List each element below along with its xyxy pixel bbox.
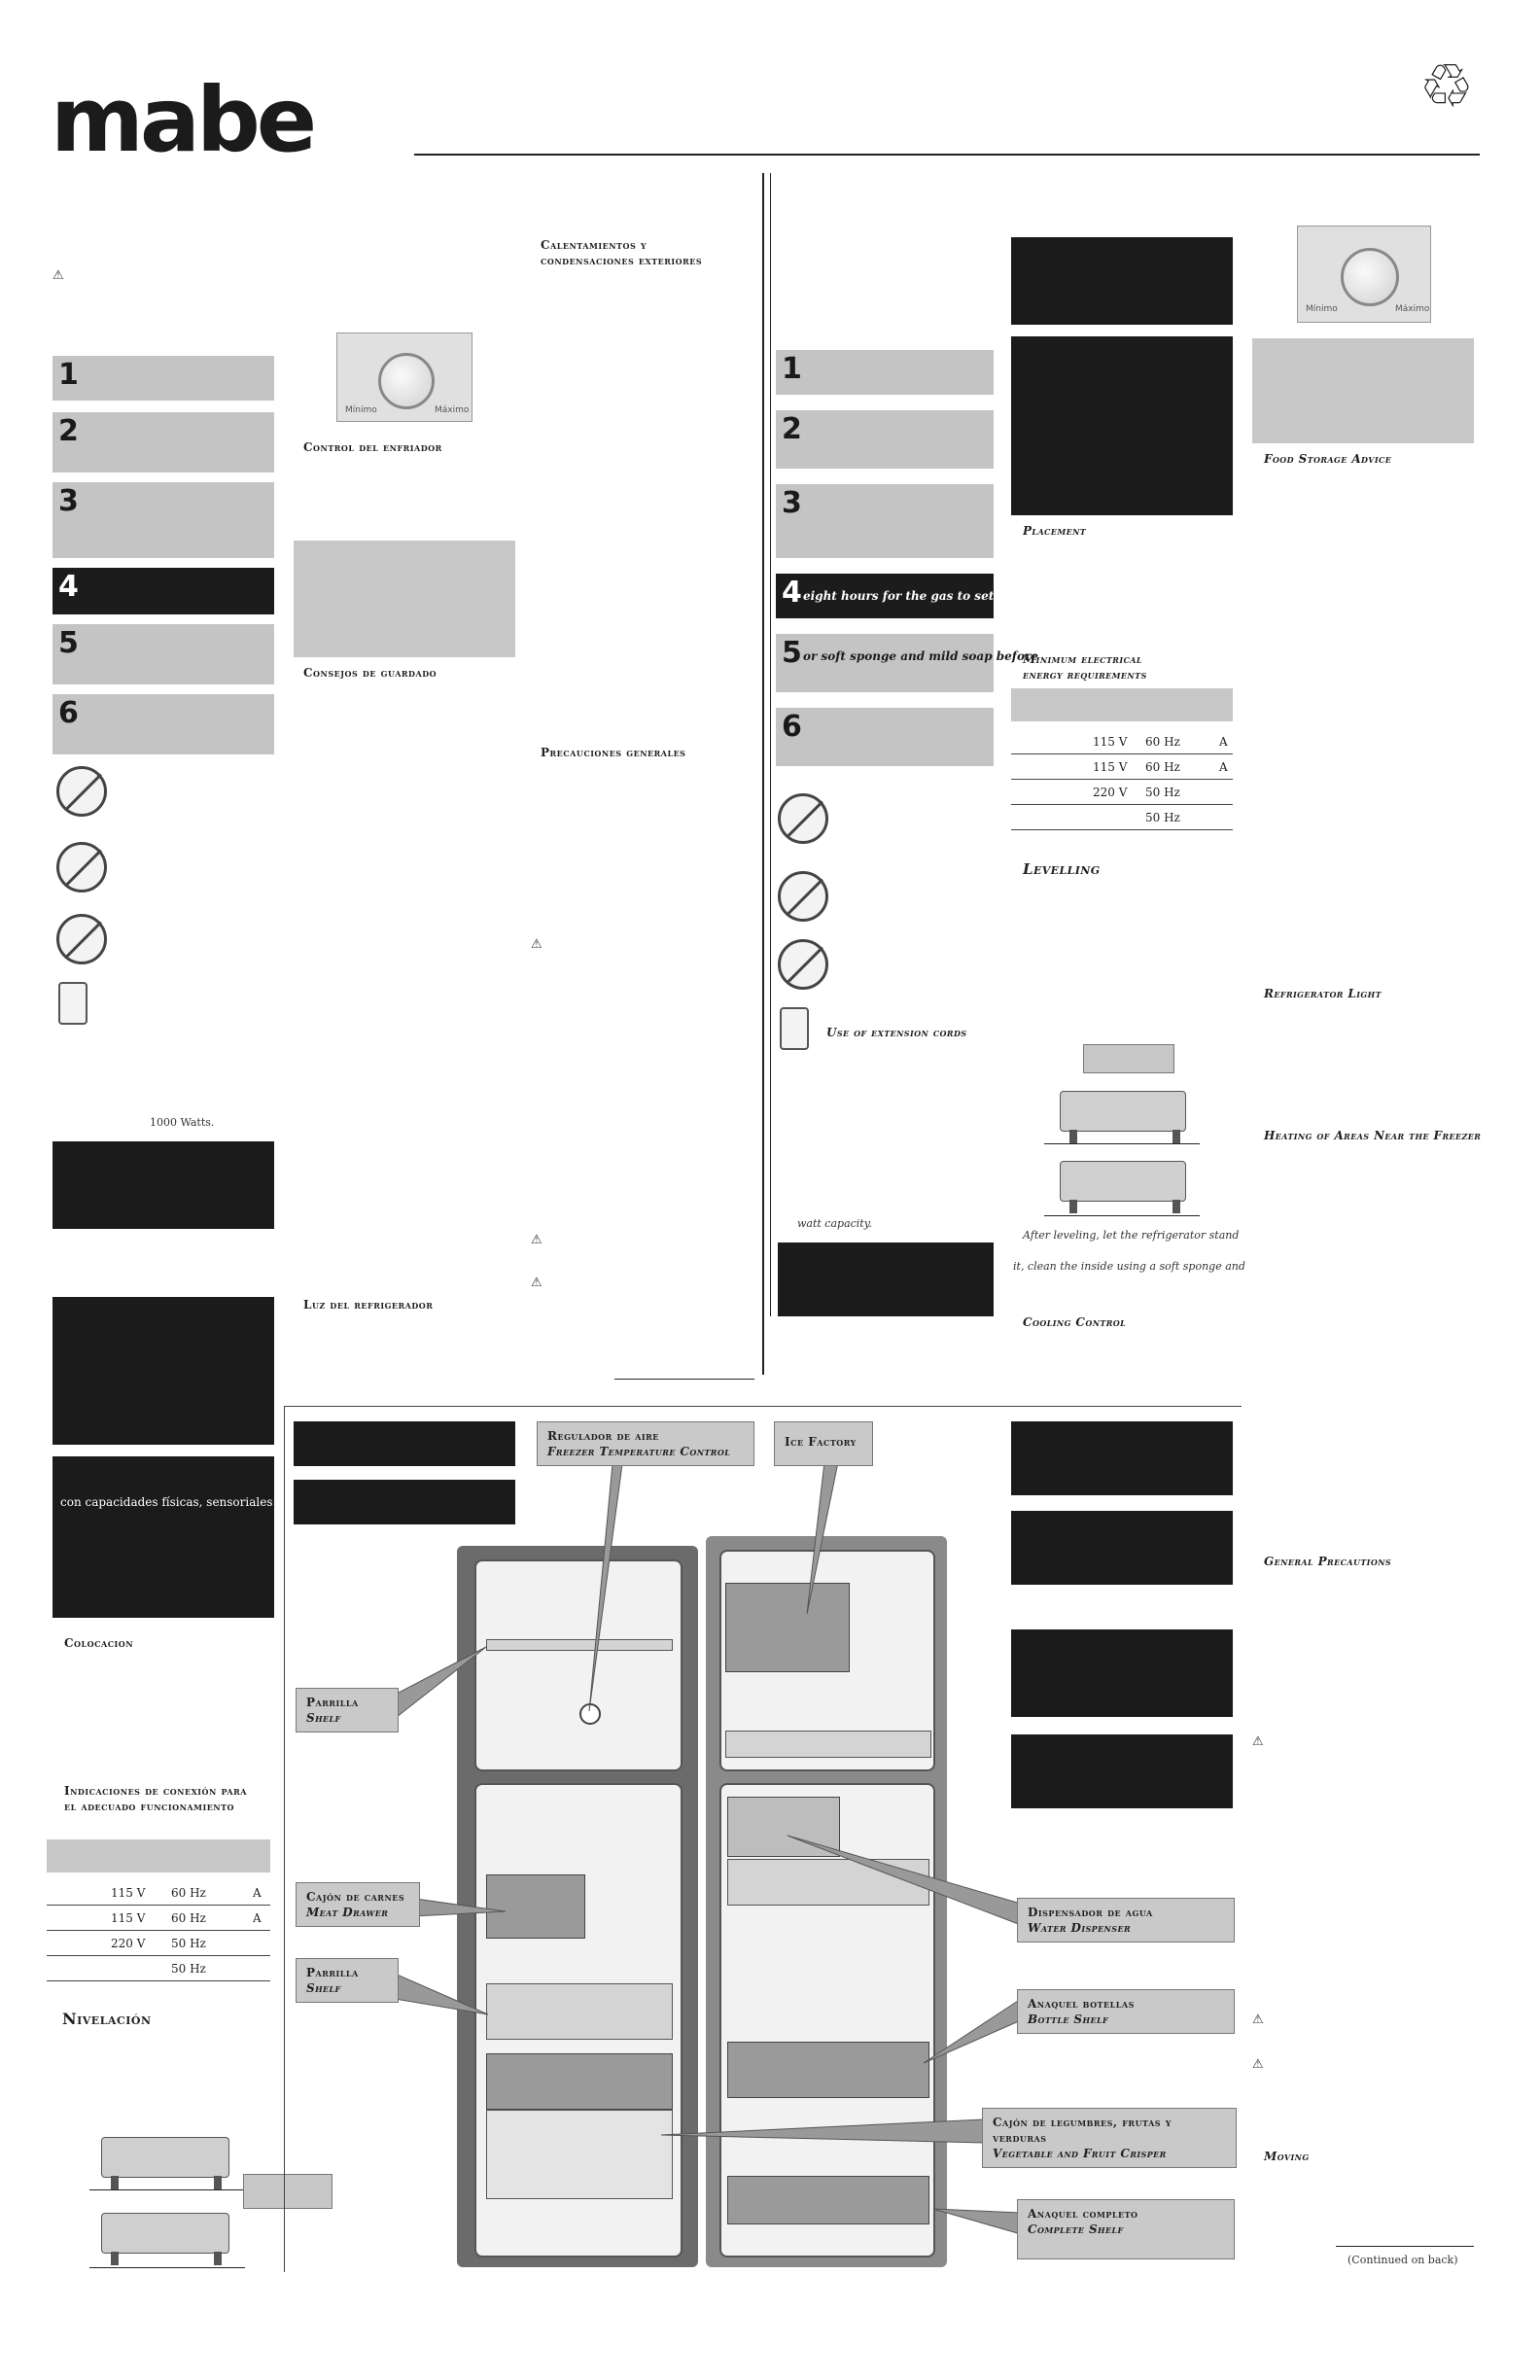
brand-logo: mabe [51, 68, 314, 172]
table-cell: 115 V [1089, 729, 1141, 754]
table-cell: 60 Hz [1141, 754, 1215, 780]
callout-label-es: Dispensador de agua [1028, 1906, 1153, 1919]
callout-shelf-freezer [296, 1688, 399, 1732]
table-cell: 115 V [107, 1880, 167, 1906]
recycle-icon: ♲ [1419, 51, 1474, 122]
table-cell: A [1215, 754, 1233, 780]
callout-water-dispenser [1017, 1898, 1235, 1942]
heading-consejos: Consejos de guardado [303, 666, 438, 680]
step-number: 5 [782, 636, 802, 670]
callout-freezer-temp-control [537, 1421, 754, 1466]
heading-calentamientos-line1: Calentamientos y [541, 238, 648, 252]
step-number: 1 [58, 358, 79, 392]
table-cell: 60 Hz [167, 1880, 249, 1906]
table-cell: 115 V [107, 1906, 167, 1931]
heading-cooling-control: Cooling Control [1023, 1315, 1127, 1329]
heading-moving: Moving [1264, 2150, 1310, 2163]
dial-min-label: Mínimo [345, 405, 377, 415]
heading-extension-cords: Use of extension cords [826, 1026, 967, 1039]
warning-icon: ⚠ [531, 937, 542, 952]
step-text: eight hours for the gas to settle. [803, 589, 1016, 603]
table-cell: 60 Hz [167, 1906, 249, 1931]
callout-label-en: Ice Factory [785, 1435, 857, 1449]
table-cell: 60 Hz [1141, 729, 1215, 754]
heading-heating: Heating of Areas Near the Freezer [1264, 1129, 1482, 1142]
watt-capacity-text: watt capacity. [797, 1217, 872, 1230]
step-number: 3 [782, 486, 802, 520]
table-cell: 115 V [1089, 754, 1141, 780]
callout-label-en: Complete Shelf [1028, 2222, 1124, 2237]
capacidades-text: con capacidades físicas, sensoriales o [60, 1495, 284, 1509]
step-text: or soft sponge and mild soap before [803, 649, 1038, 663]
table-cell: A [249, 1880, 270, 1906]
step-number: 3 [58, 484, 79, 518]
heading-min-electrical-line1: Minimum electrical [1023, 652, 1142, 666]
heading-nivelacion: Nivelación [62, 2010, 152, 2028]
heading-control-enfriador: Control del enfriador [303, 440, 442, 454]
warning-icon: ⚠ [1252, 1734, 1264, 1749]
callout-ice-factory [774, 1421, 873, 1466]
after-leveling-text: After leveling, let the refrigerator stand [1023, 1229, 1240, 1242]
dial-min-label: Mínimo [1306, 304, 1338, 314]
callout-label-es: Cajón de carnes [306, 1890, 405, 1904]
callout-vegetable-crisper [982, 2108, 1237, 2168]
callout-label-en: Shelf [306, 1981, 341, 1996]
table-cell: 50 Hz [167, 1956, 249, 1981]
heading-indicaciones-line2: el adecuado funcionamiento [64, 1800, 235, 1814]
table-cell: 50 Hz [1141, 780, 1215, 805]
heading-min-electrical-line2: energy requirements [1023, 668, 1147, 682]
step-number: 4 [58, 570, 79, 604]
callout-meat-drawer [296, 1882, 420, 1927]
heading-colocacion: Colocacion [64, 1636, 134, 1650]
step-number: 1 [782, 352, 802, 386]
callout-label-es: Parrilla [306, 1966, 359, 1979]
step-number: 2 [58, 414, 79, 448]
heading-placement: Placement [1023, 524, 1087, 538]
callout-label-en: Shelf [306, 1711, 341, 1726]
table-cell: 220 V [107, 1931, 167, 1956]
callout-label-es: Anaquel completo [1028, 2207, 1138, 2221]
warning-icon: ⚠ [1252, 2012, 1264, 2027]
callout-label-en: Bottle Shelf [1028, 2012, 1109, 2027]
dial-max-label: Máximo [1395, 304, 1430, 314]
heading-luz: Luz del refrigerador [303, 1298, 434, 1312]
callout-label-en: Meat Drawer [306, 1906, 389, 1920]
callout-label-en: Freezer Temperature Control [547, 1445, 731, 1459]
callout-complete-shelf [1017, 2199, 1235, 2259]
step-number: 5 [58, 626, 79, 660]
callout-label-en: Vegetable and Fruit Crisper [993, 2147, 1167, 2161]
heading-levelling: Levelling [1023, 860, 1101, 878]
warning-icon: ⚠ [531, 1233, 542, 1247]
heading-fridge-light: Refrigerator Light [1264, 987, 1382, 1000]
callout-label-es: Parrilla [306, 1696, 359, 1709]
clean-inside-text: it, clean the inside using a soft sponge and [1013, 1260, 1245, 1273]
step-number: 6 [58, 696, 79, 730]
callout-label-es: Regulador de aire [547, 1429, 659, 1443]
warning-icon: ⚠ [1252, 2057, 1264, 2072]
heading-general-precautions: General Precautions [1264, 1555, 1392, 1568]
continued-on-back: (Continued on back) [1348, 2254, 1458, 2266]
warning-icon: ⚠ [531, 1276, 542, 1290]
table-cell: 50 Hz [1141, 805, 1215, 830]
table-cell: 220 V [1089, 780, 1141, 805]
step-number: 4 [782, 576, 802, 610]
table-cell: A [1215, 729, 1233, 754]
step-number: 2 [782, 412, 802, 446]
dial-max-label: Máximo [435, 405, 470, 415]
callout-label-es: Cajón de legumbres, frutas y verduras [993, 2116, 1172, 2146]
watts-text: 1000 Watts. [150, 1116, 215, 1129]
table-cell: 50 Hz [167, 1931, 249, 1956]
heading-food-storage: Food Storage Advice [1264, 452, 1392, 466]
step-number: 6 [782, 710, 802, 744]
callout-bottle-shelf [1017, 1989, 1235, 2034]
warning-icon: ⚠ [52, 268, 64, 283]
callout-label-es: Anaquel botellas [1028, 1997, 1135, 2011]
callout-label-en: Water Dispenser [1028, 1921, 1131, 1936]
heading-calentamientos-line2: condensaciones exteriores [541, 254, 703, 268]
heading-precauciones: Precauciones generales [541, 746, 686, 759]
heading-indicaciones-line1: Indicaciones de conexión para [64, 1784, 247, 1798]
callout-shelf-fridge [296, 1958, 399, 2003]
table-cell: A [249, 1906, 270, 1931]
